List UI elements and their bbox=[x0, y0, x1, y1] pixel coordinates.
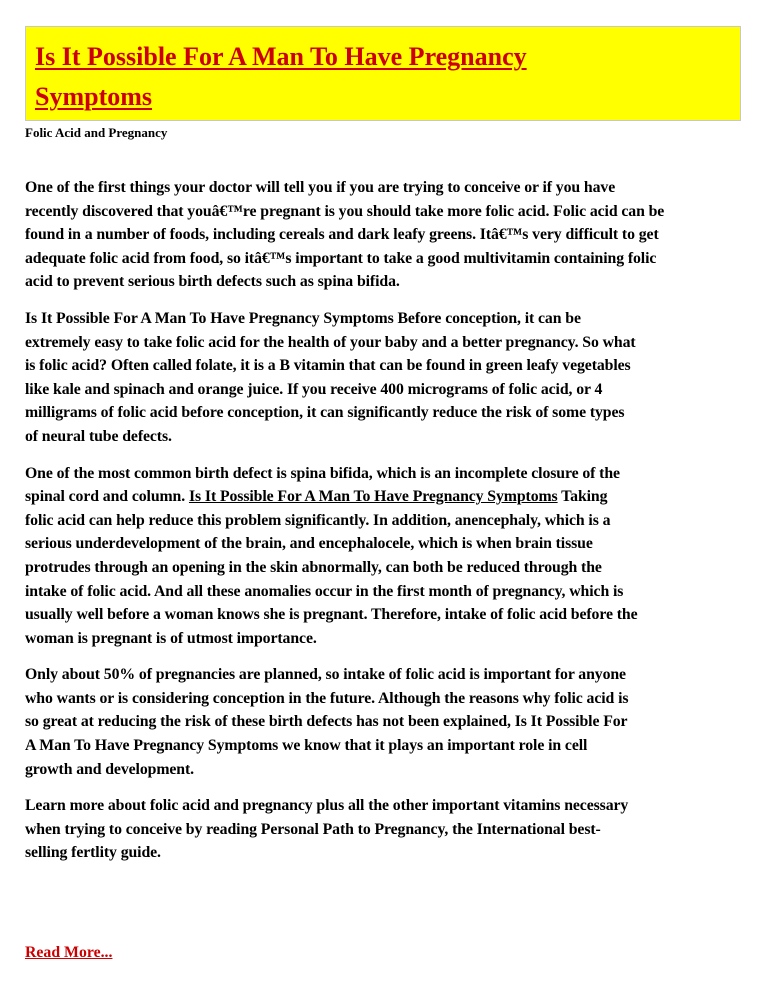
text-line: recently discovered that youâ€™re pregnant is you should take more folic acid. Folic acid can be bbox=[25, 202, 665, 220]
text-line: when trying to conceive by reading Personal Path to Pregnancy, the International best- bbox=[25, 820, 601, 838]
text-segment: spinal cord and column. bbox=[25, 488, 189, 506]
text-line: Is It Possible For A Man To Have Pregnancy Symptoms Before conception, it can be bbox=[25, 309, 581, 327]
text-line: so great at reducing the risk of these birth defects has not been explained, Is It Possible For bbox=[25, 713, 628, 731]
paragraph-3 bbox=[25, 462, 768, 651]
paragraph-1 bbox=[25, 176, 768, 294]
text-line: serious underdevelopment of the brain, and encephalocele, which is when brain tissue bbox=[25, 535, 593, 553]
title-banner bbox=[25, 26, 741, 121]
text-line: folic acid can help reduce this problem significantly. In addition, anencephaly, which is a bbox=[25, 511, 611, 529]
text-line: protrudes through an opening in the skin abnormally, can both be reduced through the bbox=[25, 558, 602, 576]
text-line: usually well before a woman knows she is pregnant. Therefore, intake of folic acid before the bbox=[25, 606, 638, 624]
text-line: who wants or is considering conception in the future. Although the reasons why folic acid is bbox=[25, 689, 629, 707]
text-line: of neural tube defects. bbox=[25, 427, 172, 445]
text-line: is folic acid? Often called folate, it is a B vitamin that can be found in green leafy vegetables bbox=[25, 357, 631, 375]
text-line: adequate folic acid from food, so itâ€™s important to take a good multivitamin containing folic bbox=[25, 249, 657, 267]
title-line: Is It Possible For A Man To Have Pregnancy bbox=[35, 42, 527, 71]
article-body bbox=[25, 176, 768, 878]
text-line: One of the first things your doctor will tell you if you are trying to conceive or if you have bbox=[25, 179, 616, 196]
text-line: found in a number of foods, including cereals and dark leafy greens. Itâ€™s very difficult to get bbox=[25, 226, 659, 244]
text-line: Only about 50% of pregnancies are planned, so intake of folic acid is important for anyone bbox=[25, 666, 626, 684]
section-subtitle: Folic Acid and Pregnancy bbox=[25, 125, 168, 140]
text-line: selling fertlity guide. bbox=[25, 844, 161, 862]
paragraph-5 bbox=[25, 794, 768, 865]
text-line: like kale and spinach and orange juice. If you receive 400 micrograms of folic acid, or 4 bbox=[25, 380, 603, 398]
text-line: acid to prevent serious birth defects such as spina bifida. bbox=[25, 273, 400, 291]
text-line: intake of folic acid. And all these anomalies occur in the first month of pregnancy, which is bbox=[25, 582, 624, 600]
text-line: growth and development. bbox=[25, 760, 194, 778]
inline-title-link[interactable]: Is It Possible For A Man To Have Pregnancy Symptoms bbox=[188, 488, 558, 506]
text-line: milligrams of folic acid before conception, it can significantly reduce the risk of some types bbox=[25, 404, 625, 422]
text-segment: Taking bbox=[557, 488, 608, 506]
title-line: Symptoms bbox=[35, 82, 153, 111]
paragraph-2 bbox=[25, 307, 768, 449]
read-more-link[interactable]: Read More... bbox=[25, 944, 113, 961]
text-line: extremely easy to take folic acid for the health of your baby and a better pregnancy. So what bbox=[25, 333, 636, 351]
text-line: woman is pregnant is of utmost importance. bbox=[25, 629, 317, 647]
text-line: Learn more about folic acid and pregnancy plus all the other important vitamins necessary bbox=[25, 797, 629, 815]
text-line bbox=[25, 485, 768, 509]
text-line: One of the most common birth defect is spina bifida, which is an incomplete closure of the bbox=[25, 464, 620, 482]
page-title[interactable] bbox=[35, 37, 675, 117]
text-line: A Man To Have Pregnancy Symptoms we know that it plays an important role in cell bbox=[25, 737, 588, 755]
paragraph-4 bbox=[25, 663, 768, 781]
